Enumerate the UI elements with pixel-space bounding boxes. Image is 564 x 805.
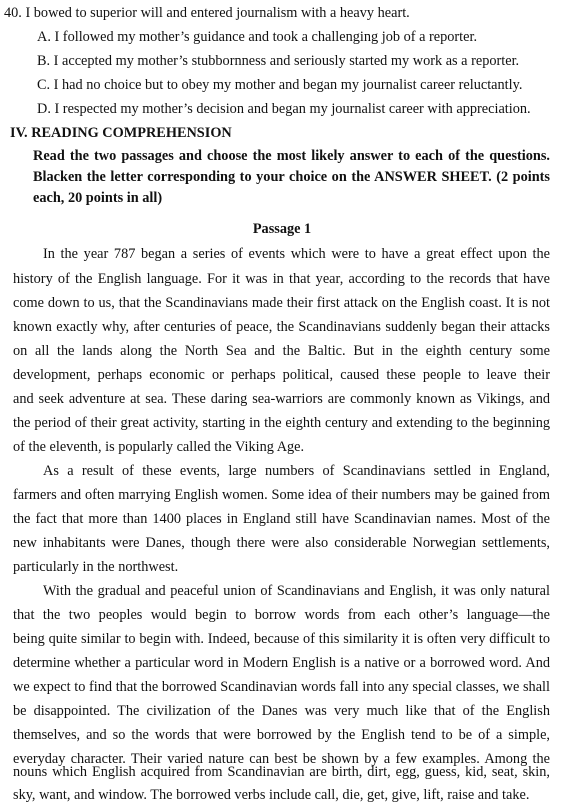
question-40-option-d[interactable]: D. I respected my mother’s decision and began my journalist career with appreciation.: [37, 101, 531, 117]
passage-line: sky, want, and window. The borrowed verbs include call, die, get, give, lift, raise and take.: [13, 787, 530, 803]
passage-line: that the two peoples would begin to borrow words from each other’s language—the: [13, 607, 550, 623]
passage-line: themselves, and so the words that were borrowed by the English tend to be of a simple,: [13, 727, 550, 743]
passage-line: of the eleventh, is popularly called the Viking Age.: [13, 439, 305, 455]
passage-line: known exactly why, after centuries of peace, the Scandinavians suddenly began their attacks: [13, 319, 550, 335]
passage-line: In the year 787 began a series of events which were to have a great effect upon the: [43, 246, 550, 262]
passage-line: development, perhaps economic or perhaps political, caused these people to leave their: [13, 367, 550, 383]
instructions-line-2: Blacken the letter corresponding to your choice on the ANSWER SHEET. (2 points: [33, 169, 550, 185]
passage-line: nouns which English acquired from Scandinavian are birth, dirt, egg, guess, kid, seat, skin,: [13, 764, 550, 780]
passage-line: history of the English language. For it was in that year, according to the records that have: [13, 271, 550, 287]
passage-line: we expect to find that the borrowed Scandinavian words fall into any special classes, we shall: [13, 679, 550, 695]
question-40-option-c[interactable]: C. I had no choice but to obey my mother and began my journalist career reluctantly.: [37, 77, 523, 93]
passage-line: on all the lands along the North Sea and the Baltic. But in the eighth century some: [13, 343, 550, 359]
passage-line: particularly in the northwest.: [13, 559, 179, 575]
passage-line: new inhabitants were Danes, though there were also considerable Norwegian settlements,: [13, 535, 550, 551]
passage-line: farmers and often marrying English women. Some idea of their numbers may be gained from: [13, 487, 550, 503]
passage-title: Passage 1: [252, 221, 312, 237]
passage-line: the period of their great activity, starting in the eighth century and extending to the beginning: [13, 415, 550, 431]
passage-line: With the gradual and peaceful union of Scandinavians and English, it was only natural: [43, 583, 550, 599]
passage-line: be disappointed. The civilization of the Danes was very much like that of the English: [13, 703, 550, 719]
passage-line: the fact that more than 1400 places in England still have Scandinavian names. Most of the: [13, 511, 550, 527]
section-heading: IV. READING COMPREHENSION: [10, 125, 232, 141]
passage-line: determine whether a particular word in Modern English is a native or a borrowed word. And: [13, 655, 550, 671]
instructions-line-1: Read the two passages and choose the most likely answer to each of the questions.: [33, 148, 550, 164]
question-40-option-b[interactable]: B. I accepted my mother’s stubbornness and seriously started my work as a reporter.: [37, 53, 520, 69]
instructions-line-3: each, 20 points in all): [33, 190, 163, 206]
passage-line: come down to us, that the Scandinavians made their first attack on the English coast. It is not: [13, 295, 550, 311]
question-40-stem: 40. I bowed to superior will and entered journalism with a heavy heart.: [4, 5, 410, 21]
passage-line: As a result of these events, large numbers of Scandinavians settled in England,: [43, 463, 550, 479]
passage-line: everyday character. Their varied nature can best be shown by a few examples. Among the: [13, 751, 550, 767]
passage-line: being quite similar to begin with. Indeed, because of this similarity it is often very difficult to: [13, 631, 550, 647]
question-40-option-a[interactable]: A. I followed my mother’s guidance and took a challenging job of a reporter.: [37, 29, 478, 45]
passage-line: and seek adventure at sea. These daring sea-warriors are commonly known as Vikings, and: [13, 391, 550, 407]
